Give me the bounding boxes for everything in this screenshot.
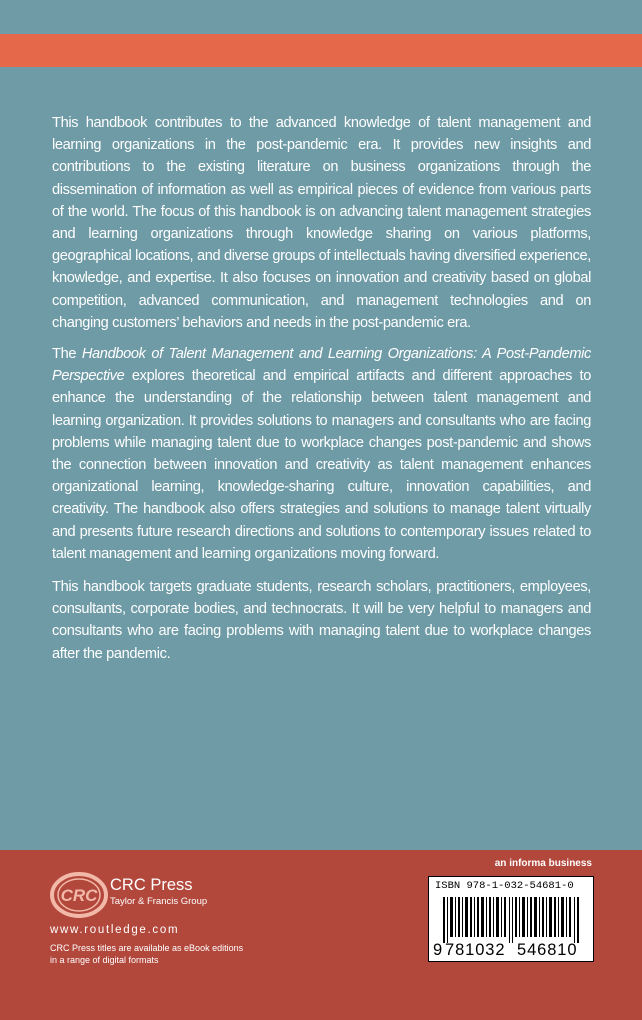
publisher-name: CRC Press <box>110 876 193 894</box>
publisher-footer <box>0 850 642 1020</box>
publisher-group: Taylor & Francis Group <box>110 896 208 907</box>
ebook-note: CRC Press titles are available as eBook editions in a range of digital formats <box>50 943 244 965</box>
website-link[interactable]: www.routledge.com <box>50 924 180 936</box>
blurb-p2-rest: explores theoretical and empirical artifacts and different approaches to enhance the understanding of the relationship between talent management and learning organization. It provides solutions to managers and consultants who are facing problems while managing talent due to workplace changes post-pandemic and shows the connection between innovation and creativity as talent management enhances organizational learning, knowledge-sharing culture, innovation capabilities, and creativity. The handbook also offers strategies and solutions to manage talent virtually and presents future research directions and solutions to contemporary issues related to talent management and learning organizations moving forward. <box>52 368 591 562</box>
back-cover-blurb <box>52 112 591 674</box>
crc-press-logo-icon <box>50 872 108 918</box>
barcode-digits-left: 781032 <box>445 941 506 959</box>
top-stripe <box>0 0 642 34</box>
informa-tagline: an informa business <box>494 858 592 869</box>
barcode-digit-first: 9 <box>433 941 444 959</box>
blurb-paragraph-1: This handbook contributes to the advanced knowledge of talent management and learning organizations in the post-pandemic era. It provides new insights and contributions to the existing literature on business organizations through the dissemination of information as well as empirical pieces of evidence from various parts of the world. The focus of this handbook is on advancing talent management strategies and learning organizations through knowledge sharing on various platforms, geographical locations, and diverse groups of intellectuals having diversified experience, knowledge, and expertise. It also focuses on innovation and creativity based on global competition, advanced communication, and management technologies and on changing customers’ behaviors and needs in the post-pandemic era. <box>52 115 591 331</box>
top-accent-bar <box>0 34 642 67</box>
isbn-barcode-icon <box>443 897 583 943</box>
book-title-italic: Handbook of Talent Management and Learning Organizations: A Post-Pandemic Perspective <box>52 346 591 385</box>
isbn-barcode-box <box>428 876 594 962</box>
blurb-p2-prefix: The <box>52 346 82 363</box>
blurb-paragraph-2 <box>52 343 591 565</box>
barcode-digits-right: 546810 <box>517 941 578 959</box>
logo-text: CRC <box>60 886 98 905</box>
blurb-paragraph-3: This handbook targets graduate students, research scholars, practitioners, employees, consultants, corporate bodies, and technocrats. It will be very helpful to managers and consultants who are facing problems with managing talent due to workplace changes after the pandemic. <box>52 579 591 662</box>
isbn-label: ISBN 978-1-032-54681-0 <box>435 880 574 892</box>
